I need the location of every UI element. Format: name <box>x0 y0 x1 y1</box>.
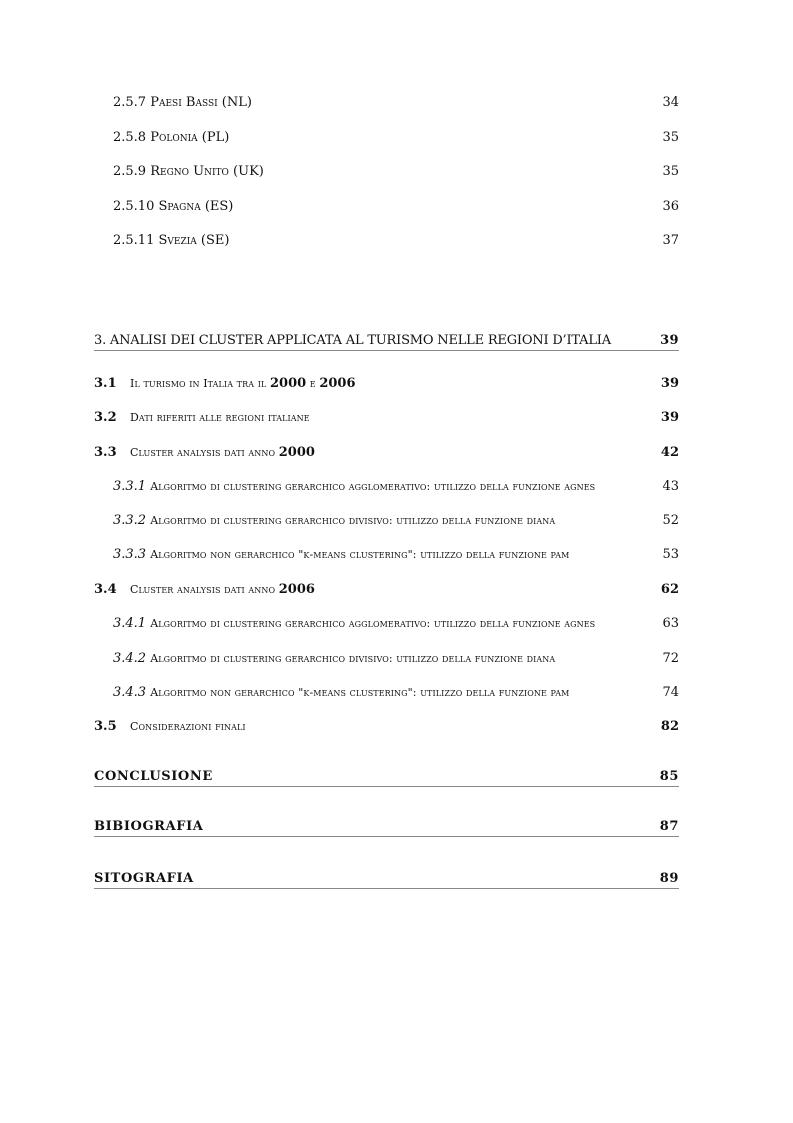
toc-page-number: 39 <box>660 410 679 425</box>
toc-subsection-3-4-3[interactable] <box>113 683 679 703</box>
toc-subsection-title: 3.4.3 Algoritmo non gerarchico "k-means clustering": utilizzo della funzione pam <box>113 685 570 700</box>
toc-entry-2-5-11[interactable] <box>113 231 679 251</box>
toc-main-title: BIBIOGRAFIA <box>94 819 204 834</box>
toc-section-title: 3.5 Considerazioni finali <box>94 719 246 734</box>
toc-chapter-title: 3. ANALISI DEI CLUSTER APPLICATA AL TURISMO NELLE REGIONI D’ITALIA <box>94 333 611 348</box>
toc-subsection-3-3-1[interactable] <box>113 477 679 497</box>
toc-entry-2-5-10[interactable] <box>113 197 679 217</box>
toc-subsection-3-4-1[interactable] <box>113 614 679 634</box>
toc-entry-2-5-7[interactable] <box>113 93 679 113</box>
toc-entry-2-5-8[interactable] <box>113 128 679 148</box>
toc-page-number: 43 <box>662 479 679 494</box>
toc-entry-title: 2.5.8 Polonia (PL) <box>113 130 230 145</box>
toc-page-number: 52 <box>662 513 679 528</box>
toc-page-number: 36 <box>662 199 679 214</box>
toc-main-title: CONCLUSIONE <box>94 769 213 784</box>
toc-page-number: 63 <box>662 616 679 631</box>
toc-page-number: 42 <box>660 445 679 460</box>
toc-page-number: 39 <box>660 333 679 348</box>
toc-section-3-3[interactable] <box>94 443 679 463</box>
toc-section-3-4[interactable] <box>94 580 679 600</box>
toc-section-title: 3.2 Dati riferiti alle regioni italiane <box>94 410 310 425</box>
toc-subsection-title: 3.3.2 Algoritmo di clustering gerarchico divisivo: utilizzo della funzione diana <box>113 513 556 528</box>
toc-subsection-3-4-2[interactable] <box>113 649 679 669</box>
toc-entry-title: 2.5.9 Regno Unito (UK) <box>113 164 264 179</box>
toc-section-title: 3.3 Cluster analysis dati anno 2000 <box>94 445 315 460</box>
toc-page-number: 39 <box>660 376 679 391</box>
toc-bibliografia[interactable] <box>94 817 679 837</box>
toc-page-number: 37 <box>662 233 679 248</box>
toc-entry-title: 2.5.10 Spagna (ES) <box>113 199 234 214</box>
toc-section-title: 3.4 Cluster analysis dati anno 2006 <box>94 582 315 597</box>
toc-sitografia[interactable] <box>94 869 679 889</box>
toc-subsection-title: 3.3.3 Algoritmo non gerarchico "k-means clustering": utilizzo della funzione pam <box>113 547 570 562</box>
toc-page-number: 89 <box>659 871 679 886</box>
toc-page-number: 35 <box>662 130 679 145</box>
toc-subsection-title: 3.4.2 Algoritmo di clustering gerarchico divisivo: utilizzo della funzione diana <box>113 651 556 666</box>
toc-subsection-3-3-3[interactable] <box>113 545 679 565</box>
toc-page-number: 82 <box>660 719 679 734</box>
toc-entry-title: 2.5.7 Paesi Bassi (NL) <box>113 95 252 110</box>
toc-page-number: 53 <box>662 547 679 562</box>
toc-section-3-2[interactable] <box>94 408 679 428</box>
toc-page-number: 87 <box>659 819 679 834</box>
toc-page-number: 74 <box>662 685 679 700</box>
toc-section-3-1[interactable] <box>94 374 679 394</box>
toc-main-title: SITOGRAFIA <box>94 871 194 886</box>
toc-page-number: 35 <box>662 164 679 179</box>
toc-conclusione[interactable] <box>94 767 679 787</box>
toc-entry-title: 2.5.11 Svezia (SE) <box>113 233 230 248</box>
toc-page-number: 72 <box>662 651 679 666</box>
toc-page-number: 62 <box>660 582 679 597</box>
toc-entry-2-5-9[interactable] <box>113 162 679 182</box>
toc-page-number: 85 <box>659 769 679 784</box>
toc-section-3-5[interactable] <box>94 717 679 737</box>
toc-subsection-title: 3.3.1 Algoritmo di clustering gerarchico agglomerativo: utilizzo della funzione agnes <box>113 479 596 494</box>
toc-subsection-3-3-2[interactable] <box>113 511 679 531</box>
toc-page-number: 34 <box>662 95 679 110</box>
toc-chapter-3[interactable] <box>94 331 679 351</box>
toc-section-title: 3.1 Il turismo in Italia tra il 2000 e 2006 <box>94 376 356 391</box>
toc-subsection-title: 3.4.1 Algoritmo di clustering gerarchico agglomerativo: utilizzo della funzione agnes <box>113 616 596 631</box>
